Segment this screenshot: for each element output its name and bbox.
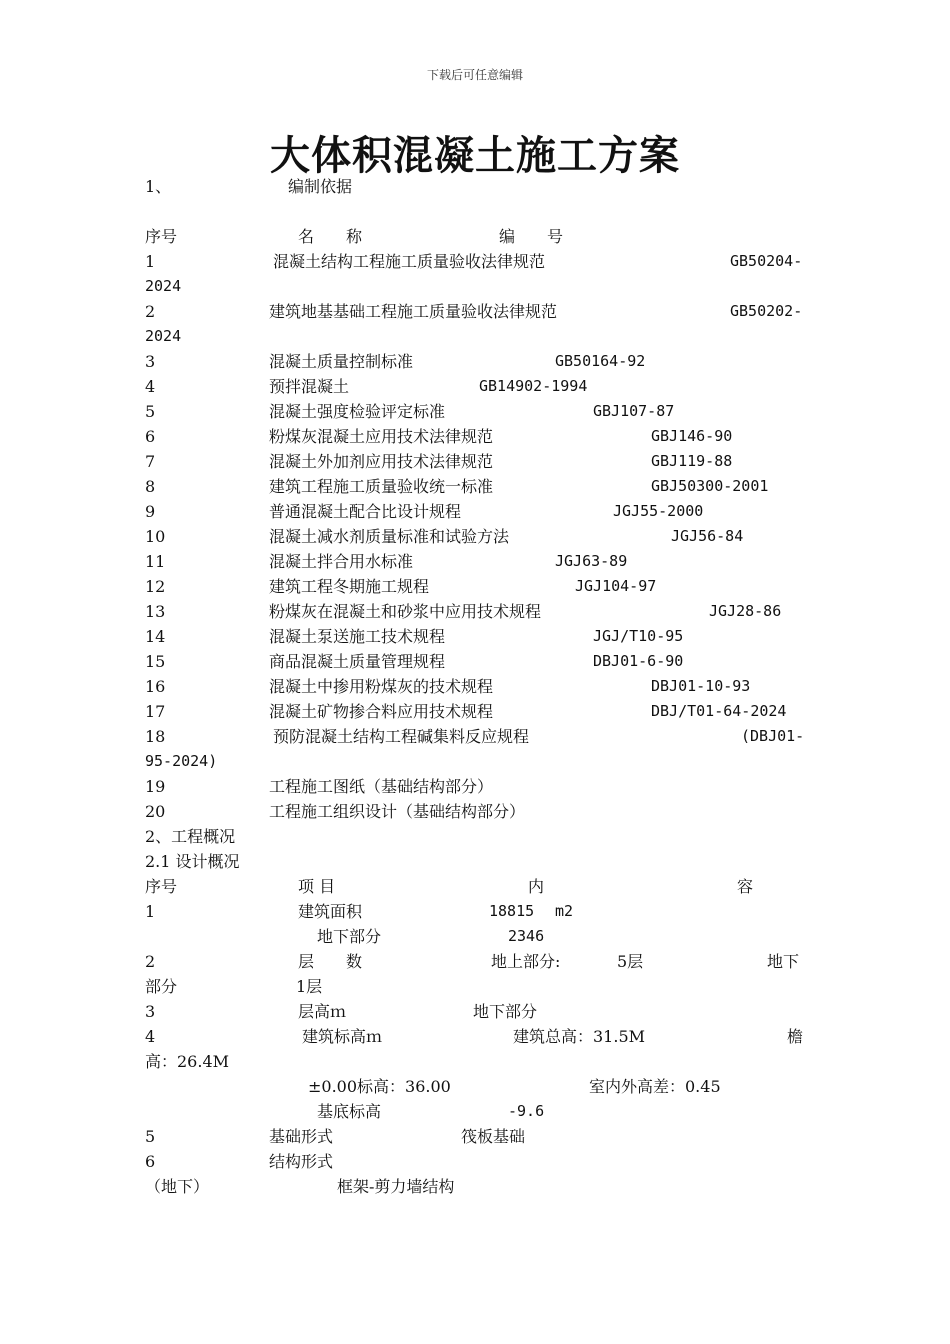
row-index: 1: [145, 902, 156, 921]
row-name: 混凝土中掺用粉煤灰的技术规程: [269, 677, 494, 696]
row-item: 建筑标高ｍ: [302, 1027, 383, 1046]
row-index: 4: [145, 1027, 156, 1046]
row-unit: m2: [555, 902, 574, 920]
row-value: 框架-剪力墙结构: [337, 1177, 455, 1196]
row-item: 基础形式: [269, 1127, 334, 1146]
row-name: 混凝土拌合用水标准: [269, 552, 414, 571]
row-code: GB14902-1994: [479, 377, 588, 395]
row-value: 地上部分:: [491, 952, 561, 971]
section-2-heading: 2、工程概况: [145, 827, 236, 846]
row-name: 混凝土泵送施工技术规程: [269, 627, 446, 646]
document-title: 大体积混凝土施工方案: [270, 133, 680, 179]
row-value: 高：26.4M: [145, 1052, 230, 1071]
row-index: 3: [145, 352, 156, 371]
row-code: GBJ107-87: [593, 402, 675, 420]
row-value: 18815: [489, 902, 535, 920]
row-code-continuation: 95-2024): [145, 752, 218, 770]
row-value: 筏板基础: [461, 1127, 526, 1146]
row-index: 8: [145, 477, 156, 496]
row-name: 混凝土强度检验评定标准: [269, 402, 446, 421]
row-index: 6: [145, 1152, 156, 1171]
row-item: 建筑面积: [298, 902, 363, 921]
row-name: 混凝土外加剂应用技术法律规范: [269, 452, 494, 471]
row-index: 5: [145, 1127, 156, 1146]
row-name: 混凝土质量控制标准: [269, 352, 414, 371]
row-name: 混凝土矿物掺合料应用技术规程: [269, 702, 494, 721]
row-index: 16: [145, 677, 166, 696]
row-item: （地下）: [145, 1177, 210, 1196]
row-name: 建筑地基基础工程施工质量验收法律规范: [269, 302, 558, 321]
row-code-continuation: 2024: [145, 327, 182, 345]
row-code: JGJ28-86: [709, 602, 782, 620]
header-index: 序号: [145, 877, 178, 896]
row-name: 商品混凝土质量管理规程: [269, 652, 446, 671]
section-1-number: 1、: [145, 177, 172, 196]
row-index: 4: [145, 377, 156, 396]
row-index: 14: [145, 627, 166, 646]
row-code: GB50202-: [730, 302, 803, 320]
row-name: 普通混凝土配合比设计规程: [269, 502, 462, 521]
row-name: 预拌混凝土: [269, 377, 350, 396]
row-index: 15: [145, 652, 166, 671]
row-name: 工程施工组织设计（基础结构部分）: [269, 802, 526, 821]
row-item: ±0.00标高：36.00: [308, 1077, 451, 1096]
row-code: DBJ01-6-90: [593, 652, 684, 670]
row-index: 10: [145, 527, 166, 546]
row-name: 预防混凝土结构工程碱集料反应规程: [273, 727, 530, 746]
row-item: 基底标高: [317, 1102, 382, 1121]
row-index: 2: [145, 302, 156, 321]
row-code: GB50204-: [730, 252, 803, 270]
row-index: 12: [145, 577, 166, 596]
row-index: 2: [145, 952, 156, 971]
row-value: 地下: [767, 952, 800, 971]
row-code: JGJ55-2000: [613, 502, 704, 520]
row-item: 结构形式: [269, 1152, 334, 1171]
row-value: 建筑总高：31.5M: [513, 1027, 646, 1046]
row-value: 地下部分: [473, 1002, 538, 1021]
row-value: 5层: [617, 952, 644, 971]
row-code: DBJ/T01-64-2024: [651, 702, 787, 720]
row-name: 粉煤灰在混凝土和砂浆中应用技术规程: [269, 602, 542, 621]
row-index: 11: [145, 552, 166, 571]
row-index: 20: [145, 802, 166, 821]
row-code: DBJ01-10-93: [651, 677, 751, 695]
row-value: 部分: [145, 977, 178, 996]
row-code: GBJ146-90: [651, 427, 733, 445]
row-name: 混凝土结构工程施工质量验收法律规范: [273, 252, 546, 271]
row-item: 层 数: [298, 952, 363, 971]
header-index: 序号: [145, 227, 178, 246]
row-code: JGJ63-89: [555, 552, 628, 570]
row-index: 9: [145, 502, 156, 521]
row-code: JGJ/T10-95: [593, 627, 684, 645]
row-name: 混凝土减水剂质量标准和试验方法: [269, 527, 510, 546]
row-code-continuation: 2024: [145, 277, 182, 295]
header-item: 项 目: [298, 877, 336, 896]
row-index: 6: [145, 427, 156, 446]
row-index: 7: [145, 452, 156, 471]
row-index: 18: [145, 727, 166, 746]
row-value: 室内外高差：0.45: [589, 1077, 721, 1096]
section-2-1-heading: 2.1 设计概况: [145, 852, 240, 871]
row-index: 13: [145, 602, 166, 621]
row-value: 1层: [296, 977, 323, 996]
watermark-text: 下载后可任意编辑: [426, 68, 523, 82]
row-code: GB50164-92: [555, 352, 646, 370]
header-content-2: 容: [737, 877, 754, 896]
row-name: 建筑工程施工质量验收统一标准: [269, 477, 494, 496]
row-name: 粉煤灰混凝土应用技术法律规范: [269, 427, 494, 446]
header-code: 编 号: [499, 227, 564, 246]
row-code: GBJ50300-2001: [651, 477, 769, 495]
row-code: JGJ104-97: [575, 577, 657, 595]
row-index: 19: [145, 777, 166, 796]
header-name: 名 称: [298, 227, 363, 246]
row-value: 2346: [508, 927, 545, 945]
row-index: 1: [145, 252, 156, 271]
row-index: 17: [145, 702, 166, 721]
row-value: 檐: [787, 1027, 804, 1046]
row-item: 地下部分: [317, 927, 382, 946]
row-code: GBJ119-88: [651, 452, 733, 470]
row-code: JGJ56-84: [671, 527, 744, 545]
row-value: -9.6: [508, 1102, 545, 1120]
row-code: (DBJ01-: [741, 727, 805, 745]
row-index: 3: [145, 1002, 156, 1021]
header-content-1: 内: [528, 877, 545, 896]
row-name: 建筑工程冬期施工规程: [269, 577, 430, 596]
row-name: 工程施工图纸（基础结构部分）: [269, 777, 494, 796]
row-item: 层高ｍ: [298, 1002, 347, 1021]
row-index: 5: [145, 402, 156, 421]
section-1-label: 编制依据: [288, 177, 353, 196]
